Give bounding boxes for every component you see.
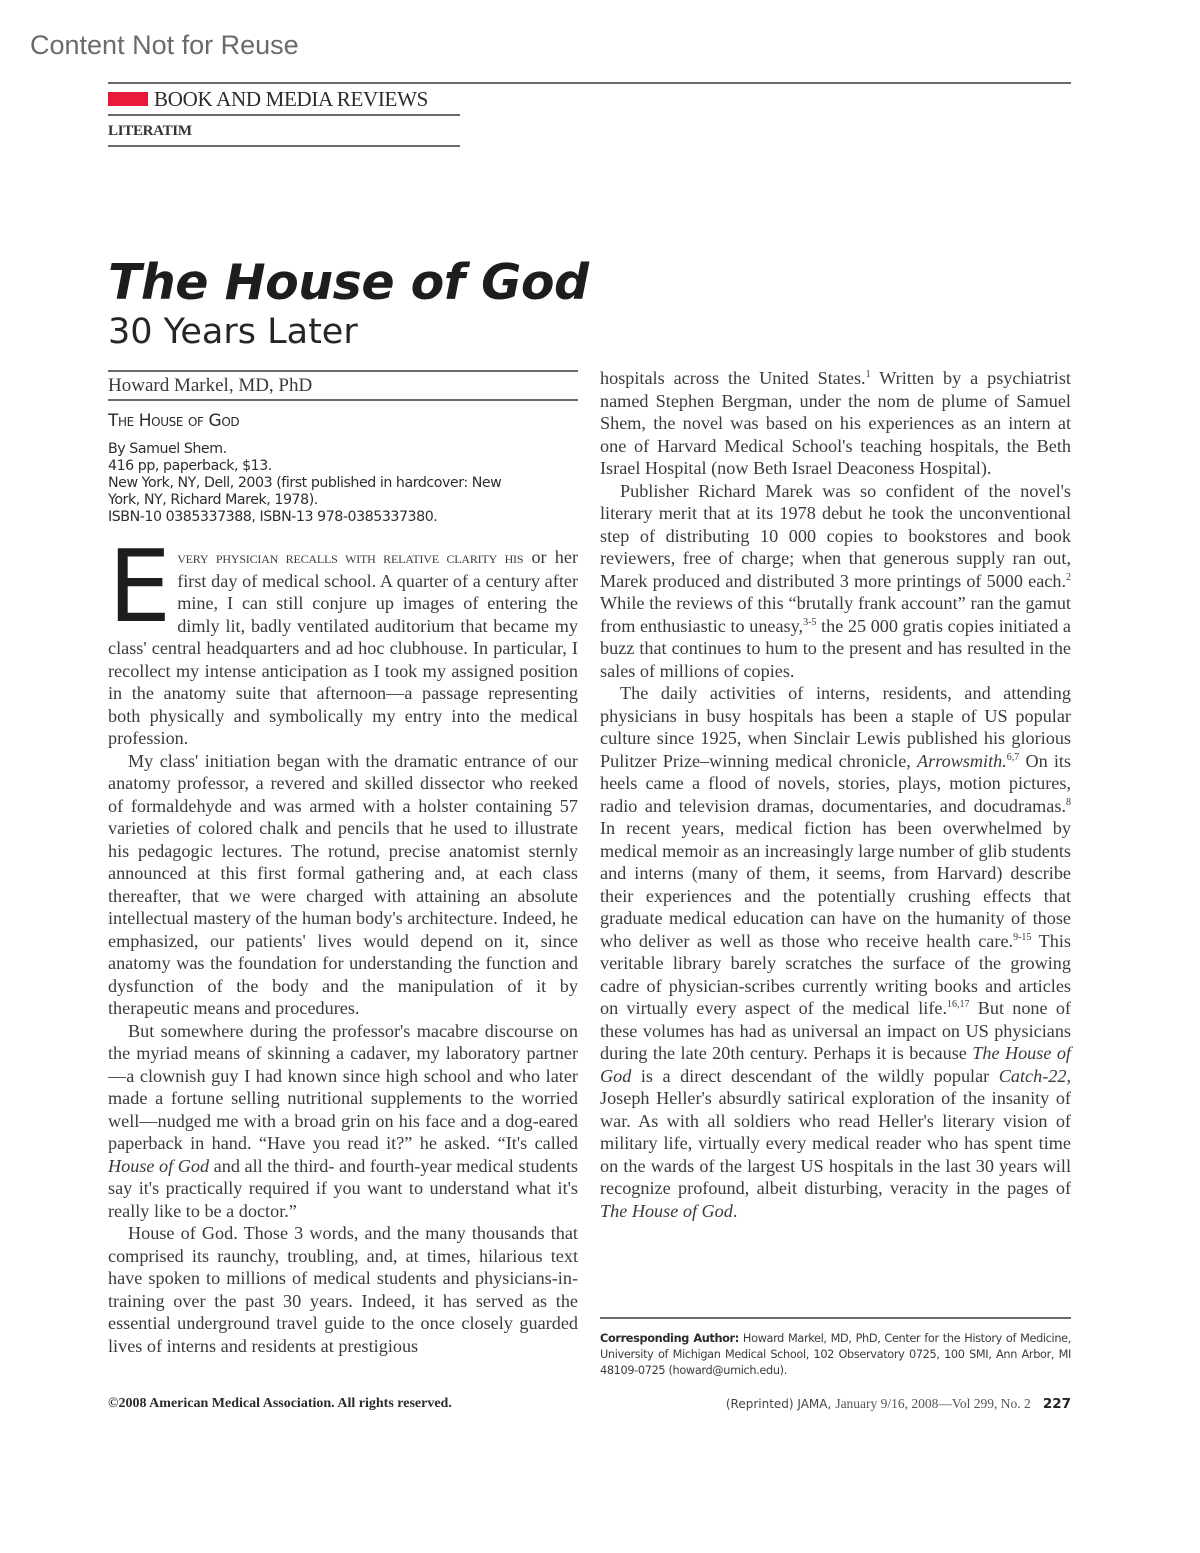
paragraph: My class' initiation began with the dramatic entrance of our anatomy professor, a revered and skilled dissector who reeked of formaldehyde and was armed with a holster containing 57 varieties of colored chalk and pencils that he used to illustrate his pedagogic lectures. The rotund, precise anatomist sternly announced at this first formal gathering and, at each class thereafter, that we were charged with attaining an absolute intellectual mastery of the human body's architecture. Indeed, he emphasized, our patients' lives would depend on it, since anatomy was the foundation for understanding the function and dysfunction of the body and the manipulation of it by therapeutic means and procedures. xyxy=(108,750,578,1018)
reference-link[interactable]: 2 xyxy=(1066,571,1071,583)
issue-info: January 9/16, 2008—Vol 299, No. 2 xyxy=(835,1396,1031,1411)
section-title: BOOK AND MEDIA REVIEWS xyxy=(154,87,428,111)
section-accent-block xyxy=(108,92,148,106)
paragraph-text: But none of these volumes has had as universal an impact on US physicians during the late 20th century. Perhaps it is because xyxy=(600,998,1071,1063)
lead-in: very physician recalls with relative clarity his xyxy=(177,548,524,567)
book-format: 416 pp, paperback, $13. xyxy=(108,458,272,474)
reference-link[interactable]: 3-5 xyxy=(803,616,817,628)
article-body-right xyxy=(600,367,1071,1222)
book-title-italic: House of God xyxy=(108,1155,210,1176)
paragraph-text: or her first day of medical school. A quarter of a century after mine, I can still conjure up images of entering the dimly lit, badly ventilated auditorium that became my class' central headquarters and ad hoc clubhouse. In particular, I recollect my intense anticipation as I took my assigned position in the anatomy suite that afternoon—a passage representing both physically and symbolically my entry into the medical profession. xyxy=(108,547,578,748)
corresponding-author-details: Howard Markel, MD, PhD, Center for the History of Medicine, University of Michigan Medical School, 102 Observatory 0725, 100 SMI, Ann Arbor, MI 48109-0725 (howard@umich.edu). xyxy=(600,1332,1071,1377)
paragraph: House of God. Those 3 words, and the many thousands that comprised its raunchy, troubling, and, at times, hilarious text have spoken to millions of medical students and physicians-in-training over the past 30 years. Indeed, it has served as the essential underground travel guide to the once closely guarded lives of interns and residents at prestigious xyxy=(108,1223,578,1356)
journal-name: (Reprinted) JAMA, xyxy=(725,1397,832,1411)
article-body-left xyxy=(108,528,578,1357)
page-number: 227 xyxy=(1042,1396,1071,1412)
citation-footer xyxy=(726,1396,1071,1412)
paragraph-text: In recent years, medical fiction has been overwhelmed by medical memoir as an increasingly large number of glib students and interns (many of them, it seems, from Harvard) describe their experiences and the potentially crushing effects that graduate medical education can have on the humanity of those who deliver as well as those who receive health care. xyxy=(600,818,1071,951)
article-subtitle: 30 Years Later xyxy=(108,312,358,352)
corresponding-author xyxy=(600,1331,1071,1379)
left-column xyxy=(108,370,578,1357)
divider xyxy=(108,145,460,147)
reference-link[interactable]: 9-15 xyxy=(1013,931,1032,943)
paragraph-text: Publisher Richard Marek was so confident of the novel's literary merit that at its 1978 debut he took the unconventional step of distributing 10 000 copies to bookstores and book reviewers, free of charge; when that generous supply ran out, Marek produced and distributed 3 more printings of 5000 each. xyxy=(600,480,1071,591)
book-author: By Samuel Shem. xyxy=(108,441,227,457)
author-byline: Howard Markel, MD, PhD xyxy=(108,375,313,396)
paragraph-text: While the reviews of this “brutally frank account” ran the gamut from enthusiastic to uneasy, xyxy=(600,593,1071,636)
book-title: The House of God xyxy=(108,411,240,431)
paragraph xyxy=(600,682,1071,1222)
divider xyxy=(108,399,578,401)
article-title: The House of God xyxy=(108,254,589,311)
reference-link[interactable]: 6,7 xyxy=(1006,751,1020,763)
paragraph-text: This veritable library barely scratches the surface of the growing cadre of physician-scribes currently writing books and articles on virtually every aspect of the medical life. xyxy=(600,930,1071,1018)
paragraph-text: is a direct descendant of the wildly popular xyxy=(631,1065,999,1086)
paragraph xyxy=(108,1020,578,1223)
paragraph-text: On its heels came a flood of novels, stories, plays, motion pictures, radio and television dramas, documentaries, and docudramas. xyxy=(600,750,1072,816)
book-publisher-cont: York, NY, Richard Marek, 1978). xyxy=(108,492,318,508)
paragraph-text: and all the third- and fourth-year medical students say it's practically required if you want to understand what it's really like to be a doctor.” xyxy=(108,1155,578,1221)
paragraph xyxy=(108,528,578,750)
book-title-italic: Arrowsmith. xyxy=(917,750,1007,771)
reference-link[interactable]: 1 xyxy=(865,369,871,380)
book-details xyxy=(108,441,578,526)
watermark: Content Not for Reuse xyxy=(30,30,299,60)
section-header xyxy=(108,88,460,147)
book-title-italic: The House of God xyxy=(600,1200,733,1221)
book-title-italic: Catch-22 xyxy=(998,1065,1067,1086)
top-rule xyxy=(108,82,1071,84)
book-publisher: New York, NY, Dell, 2003 (first published in hardcover: New xyxy=(108,475,502,491)
paragraph-text: The daily activities of interns, residents, and attending physicians in busy hospitals has been a staple of US popular culture since 1925, when Sinclair Lewis published his glorious Pulitzer Prize–winning medical chronicle, xyxy=(600,683,1071,771)
paragraph xyxy=(600,367,1071,480)
reference-link[interactable]: 16,17 xyxy=(947,999,970,1010)
paragraph xyxy=(600,480,1071,683)
reference-link[interactable]: 8 xyxy=(1066,796,1071,808)
book-isbn: ISBN-10 0385337388, ISBN-13 978-0385337380. xyxy=(108,509,438,525)
subsection-title: LITERATIM xyxy=(108,123,192,139)
corresponding-author-label: Corresponding Author: xyxy=(600,1332,739,1345)
paragraph-text: . xyxy=(732,1200,738,1221)
book-title-italic: The House of God xyxy=(600,1043,1071,1086)
paragraph-text: , Joseph Heller's absurdly satirical exploration of the insanity of war. As with all soldiers who read Heller's literary vision of military life, virtually every medical reader who has spent time on the wards of the largest US hospitals in the last 30 years will recognize profound, albeit disturbing, veracity in the pages of xyxy=(600,1065,1071,1198)
copyright-notice: ©2008 American Medical Association. All rights reserved. xyxy=(108,1396,452,1411)
drop-cap: E xyxy=(108,528,172,645)
divider xyxy=(108,114,460,116)
paragraph-text: But somewhere during the professor's macabre discourse on the myriad means of skinning a cadaver, my laboratory partner—a clownish guy I had known since high school and who later made a fortune selling nutritional supplements to the worried well—nudged me with a broad grin on his face and a dog-eared paperback in hand. “Have you read it?” he asked. “It's called xyxy=(108,1020,578,1153)
paragraph-text: hospitals across the United States. xyxy=(600,368,866,388)
paragraph-text: the 25 000 gratis copies initiated a buzz that continues to hum to the present and has resulted in the sales of millions of copies. xyxy=(600,615,1071,681)
divider xyxy=(600,1317,1071,1319)
right-column xyxy=(600,367,1071,1222)
paragraph-text: Written by a psychiatrist named Stephen Bergman, under the nom de plume of Samuel Shem, the novel was based on his experiences as an intern at one of Harvard Medical School's teaching hospitals, the Beth Israel Hospital (now Beth Israel Deaconess Hospital). xyxy=(600,368,1071,478)
